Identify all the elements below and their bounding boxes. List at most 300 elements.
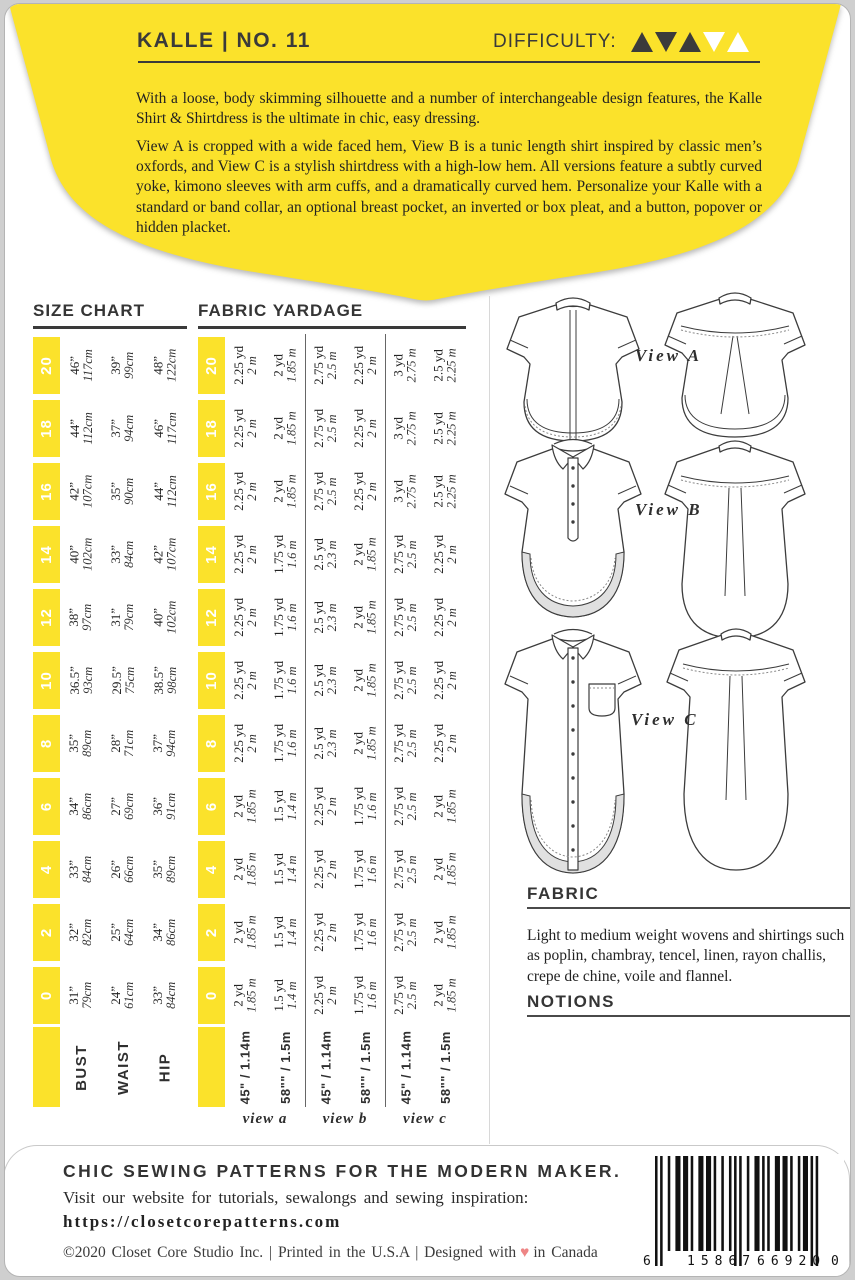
measure-inches: 2.75 yd <box>391 660 407 700</box>
measure-inches: 1.75 yd <box>350 975 366 1015</box>
measure-inches: 2.25 yd <box>230 471 246 511</box>
barcode-bar <box>762 1156 765 1251</box>
size-chart-row <box>33 838 187 901</box>
size-band-cell <box>33 586 60 649</box>
measure-inches: 38.5” <box>150 666 166 695</box>
view-b-label: View B <box>635 500 703 519</box>
measure-inches: 46” <box>66 356 82 375</box>
measure-inches: 2.25 yd <box>430 534 446 574</box>
measure-inches: 2.25 yd <box>311 912 327 952</box>
description-paragraph-2: View A is cropped with a wide faced hem, View B is a tunic length shirt inspired by classic men’s oxfords, and View C is a stylish shirtdress with a high-low hem. All versions feature a subtly curved yoke, kimono sleeves with arm cuffs, and a dramatically curved hem. Personalize your Kalle with a standard or band collar, an optional breast pocket, an inverted or box pleat, and a button, popover or hidden placket. <box>136 137 762 237</box>
size-number: 10 <box>38 671 55 690</box>
size-number: 14 <box>203 545 220 564</box>
measure-cm: 82cm <box>80 918 95 947</box>
measure-value <box>392 850 419 889</box>
difficulty-triangles <box>631 32 749 52</box>
measure-value <box>312 850 339 889</box>
measure-inches: 27” <box>108 797 124 816</box>
size-band-cell <box>33 460 60 523</box>
size-number: 14 <box>38 545 55 564</box>
measure-value <box>232 472 259 511</box>
yardage-cell <box>305 775 345 838</box>
size-band-fill <box>33 526 60 583</box>
size-band-fill <box>33 967 60 1024</box>
barcode-bar <box>767 1156 770 1251</box>
measure-cm: 1.6 m <box>364 792 379 821</box>
measure-inches: 44” <box>150 482 166 501</box>
barcode-bar <box>739 1156 742 1266</box>
measure-cm: 2 m <box>244 545 259 564</box>
barcode-bar <box>698 1156 703 1251</box>
fabric-width-label-cell <box>425 1027 465 1107</box>
yardage-cell <box>225 460 265 523</box>
size-band-fill <box>198 778 225 835</box>
yardage-cell <box>225 334 265 397</box>
measure-cm: 2 m <box>324 923 339 942</box>
measure-value <box>432 348 459 382</box>
barcode-bar <box>706 1156 711 1251</box>
yardage-cell <box>425 964 465 1027</box>
yardage-cell <box>225 775 265 838</box>
waist-cell <box>102 523 144 586</box>
yardage-cell <box>345 460 385 523</box>
measure-value <box>272 535 299 574</box>
fabric-width-label-row <box>198 1027 466 1107</box>
yardage-cell <box>425 712 465 775</box>
measure-cm: 122cm <box>164 348 179 383</box>
fabric-yardage-row <box>198 460 466 523</box>
measure-cm: 1.6 m <box>284 729 299 758</box>
size-band-cell <box>33 649 60 712</box>
measure-inches: 1.75 yd <box>270 534 286 574</box>
yardage-cell <box>225 838 265 901</box>
heart-icon: ♥ <box>520 1244 530 1261</box>
barcode-bar <box>783 1156 788 1251</box>
measure-cm: 90cm <box>122 477 137 506</box>
measure-cm: 2 m <box>244 671 259 690</box>
size-band-fill <box>198 841 225 898</box>
measure-value <box>68 412 95 444</box>
measure-value <box>232 852 259 886</box>
yardage-cell <box>305 397 345 460</box>
bust-cell <box>60 523 102 586</box>
measure-cm: 102cm <box>80 537 95 572</box>
hip-cell <box>144 838 186 901</box>
waist-cell <box>102 964 144 1027</box>
size-band-fill <box>198 337 225 394</box>
size-chart-row <box>33 586 187 649</box>
measure-value <box>312 601 339 634</box>
yardage-cell <box>425 334 465 397</box>
measure-value <box>352 663 379 697</box>
barcode-digit-2: 15867 <box>687 1254 757 1269</box>
size-band-cell <box>33 397 60 460</box>
size-band-cell <box>198 586 225 649</box>
measure-inches: 2 yd <box>270 417 286 440</box>
measure-value <box>272 474 299 508</box>
fabric-rule <box>527 907 850 909</box>
measure-cm: 1.6 m <box>284 540 299 569</box>
measure-value <box>392 474 419 508</box>
barcode-bar <box>721 1156 724 1251</box>
measure-cm: 2.5 m <box>404 729 419 758</box>
measure-cm: 2.3 m <box>324 603 339 632</box>
fabric-view-label: view b <box>322 1110 368 1127</box>
measure-value <box>432 535 459 574</box>
size-band-fill <box>198 967 225 1024</box>
measure-value <box>392 411 419 445</box>
size-number: 0 <box>38 990 55 1001</box>
measure-cm: 102cm <box>164 600 179 635</box>
measure-value <box>432 915 459 949</box>
yardage-cell <box>265 334 305 397</box>
measure-inches: 2 yd <box>230 858 246 881</box>
size-chart-row <box>33 397 187 460</box>
fabric-width-label: 58"" / 1.5m <box>277 1030 293 1104</box>
measure-cm: 2.5 m <box>324 477 339 506</box>
measure-inches: 2.25 yd <box>350 345 366 385</box>
waist-cell <box>102 649 144 712</box>
footer-copyright <box>63 1244 598 1262</box>
measurement-label: BUST <box>72 1043 90 1091</box>
measure-inches: 2.25 yd <box>230 660 246 700</box>
measure-cm: 2.5 m <box>324 351 339 380</box>
measure-inches: 2.5 yd <box>311 538 327 571</box>
measure-cm: 2.5 m <box>404 855 419 884</box>
measure-inches: 2 yd <box>430 984 446 1007</box>
measure-cm: 1.85 m <box>364 600 379 635</box>
measurement-label: WAIST <box>114 1039 132 1095</box>
fabric-yardage-row <box>198 901 466 964</box>
measure-inches: 2.75 yd <box>311 345 327 385</box>
pattern-envelope-back <box>4 3 851 1277</box>
yardage-cell <box>225 397 265 460</box>
yardage-cell <box>385 838 425 901</box>
measure-value <box>312 346 339 385</box>
measure-value <box>352 600 379 634</box>
size-number: 12 <box>38 608 55 627</box>
measure-value <box>432 978 459 1012</box>
yardage-cell <box>385 775 425 838</box>
yardage-cell <box>345 775 385 838</box>
measure-inches: 36.5” <box>66 666 82 695</box>
measure-cm: 1.85 m <box>364 537 379 572</box>
waist-cell <box>102 838 144 901</box>
measure-cm: 2 m <box>444 545 459 564</box>
measure-inches: 48” <box>150 356 166 375</box>
measure-value <box>232 598 259 637</box>
measure-cm: 1.85 m <box>364 726 379 761</box>
measure-inches: 2.75 yd <box>391 534 407 574</box>
yardage-cell <box>225 901 265 964</box>
hip-cell <box>144 712 186 775</box>
size-chart-row <box>33 901 187 964</box>
barcode-digit-3: 66920 <box>757 1254 827 1269</box>
header-divider <box>138 61 760 63</box>
view-label-row <box>198 1107 466 1131</box>
measure-value <box>110 793 137 820</box>
fabric-yardage-row <box>198 649 466 712</box>
yardage-cell <box>345 586 385 649</box>
barcode-bar <box>803 1156 808 1251</box>
measure-cm: 1.85 m <box>244 852 259 887</box>
measure-value <box>352 346 379 385</box>
measure-inches: 2 yd <box>350 606 366 629</box>
measure-cm: 79cm <box>122 603 137 632</box>
fabric-yardage-rule <box>198 326 466 329</box>
measure-cm: 117cm <box>80 349 95 382</box>
bust-cell <box>60 775 102 838</box>
fabric-width-label-cell <box>265 1027 305 1107</box>
measure-cm: 91cm <box>164 792 179 821</box>
measure-cm: 2 m <box>244 608 259 627</box>
fabric-width-label: 45" / 1.14m <box>398 1030 414 1104</box>
bust-cell <box>60 649 102 712</box>
measure-value <box>110 982 137 1009</box>
size-chart-table <box>33 334 187 1107</box>
measure-cm: 112cm <box>164 475 179 508</box>
barcode-bar <box>683 1156 688 1251</box>
measure-cm: 1.85 m <box>244 915 259 950</box>
measure-value <box>232 915 259 949</box>
size-chart-label-row <box>33 1027 187 1107</box>
measure-cm: 1.6 m <box>284 603 299 632</box>
measure-value <box>312 913 339 952</box>
measure-cm: 2.75 m <box>404 348 419 383</box>
measure-cm: 2.5 m <box>404 540 419 569</box>
measure-inches: 2.25 yd <box>430 597 446 637</box>
waist-cell <box>102 334 144 397</box>
measure-value <box>272 598 299 637</box>
measure-inches: 2.25 yd <box>230 534 246 574</box>
barcode-digit-1: 6 <box>643 1254 651 1269</box>
size-band-fill <box>198 589 225 646</box>
measure-cm: 112cm <box>80 412 95 445</box>
measure-cm: 75cm <box>122 666 137 695</box>
size-number: 18 <box>38 419 55 438</box>
yardage-cell <box>305 712 345 775</box>
measure-cm: 2 m <box>324 986 339 1005</box>
measure-cm: 1.6 m <box>364 981 379 1010</box>
measure-value <box>392 598 419 637</box>
measure-cm: 2 m <box>244 734 259 753</box>
measure-value <box>392 661 419 700</box>
measure-value <box>392 348 419 382</box>
fabric-text: Light to medium weight wovens and shirtings such as poplin, chambray, tencel, linen, rayon challis, crepe de chine, voile and flannel. <box>527 926 845 986</box>
measure-cm: 107cm <box>80 474 95 509</box>
fabric-yardage-table <box>198 334 466 1131</box>
size-band-cell <box>198 901 225 964</box>
yardage-cell <box>385 397 425 460</box>
measure-value <box>110 415 137 442</box>
yardage-cell <box>225 649 265 712</box>
measure-value <box>392 724 419 763</box>
measure-inches: 3 yd <box>391 480 407 503</box>
measure-inches: 1.75 yd <box>270 597 286 637</box>
measure-value <box>152 730 179 757</box>
fabric-view-label: view a <box>242 1110 288 1127</box>
measure-cm: 2 m <box>444 608 459 627</box>
measure-cm: 89cm <box>80 729 95 758</box>
measure-cm: 1.6 m <box>284 666 299 695</box>
measure-value <box>432 411 459 445</box>
waist-cell <box>102 901 144 964</box>
barcode-bar <box>655 1156 658 1266</box>
yardage-cell <box>345 649 385 712</box>
measure-cm: 1.4 m <box>284 981 299 1010</box>
barcode-bar <box>798 1156 801 1251</box>
size-band-cell <box>33 712 60 775</box>
measure-inches: 42” <box>150 545 166 564</box>
measure-inches: 2.75 yd <box>311 471 327 511</box>
yardage-cell <box>385 649 425 712</box>
measure-inches: 1.75 yd <box>350 786 366 826</box>
yardage-cell <box>265 775 305 838</box>
measure-inches: 2 yd <box>270 480 286 503</box>
measure-cm: 1.85 m <box>444 915 459 950</box>
measure-cm: 1.4 m <box>284 918 299 947</box>
fabric-width-label: 45" / 1.14m <box>237 1030 253 1104</box>
yardage-cell <box>225 523 265 586</box>
waist-cell <box>102 712 144 775</box>
yardage-cell <box>305 901 345 964</box>
size-band-cell <box>198 838 225 901</box>
yardage-cell <box>225 712 265 775</box>
size-chart-row <box>33 334 187 397</box>
measure-inches: 31” <box>66 986 82 1005</box>
measure-inches: 42” <box>66 482 82 501</box>
size-number: 8 <box>38 738 55 749</box>
measure-inches: 2.5 yd <box>430 349 446 382</box>
measure-inches: 2.75 yd <box>391 786 407 826</box>
measurement-label-cell <box>102 1027 144 1107</box>
yardage-cell <box>425 523 465 586</box>
barcode-digit-4: 0 <box>831 1254 839 1269</box>
size-band-cell <box>198 397 225 460</box>
size-band-fill <box>198 904 225 961</box>
measure-inches: 40” <box>66 545 82 564</box>
measure-inches: 2.25 yd <box>230 345 246 385</box>
yardage-cell <box>385 586 425 649</box>
yardage-cell <box>425 397 465 460</box>
bust-cell <box>60 334 102 397</box>
measure-value <box>272 853 299 886</box>
size-band-cell <box>33 775 60 838</box>
measure-inches: 1.5 yd <box>270 916 286 949</box>
hip-cell <box>144 460 186 523</box>
yardage-cell <box>385 523 425 586</box>
measure-value <box>110 352 137 379</box>
view-label-pad <box>198 1107 225 1131</box>
size-band-fill <box>33 841 60 898</box>
measure-value <box>272 979 299 1012</box>
difficulty-triangle-icon <box>727 32 749 52</box>
measure-cm: 2 m <box>364 419 379 438</box>
measure-value <box>432 598 459 637</box>
yardage-cell <box>225 964 265 1027</box>
measure-value <box>392 976 419 1015</box>
measure-value <box>272 348 299 382</box>
yardage-cell <box>265 712 305 775</box>
measure-inches: 2.25 yd <box>311 975 327 1015</box>
measure-inches: 28” <box>108 734 124 753</box>
size-band-cell <box>33 334 60 397</box>
barcode-bar <box>790 1156 793 1251</box>
barcode-bar <box>775 1156 780 1251</box>
size-band-fill <box>33 337 60 394</box>
measure-value <box>272 661 299 700</box>
measure-cm: 89cm <box>164 855 179 884</box>
measure-cm: 71cm <box>122 729 137 758</box>
measure-value <box>152 538 179 571</box>
yardage-cell <box>345 334 385 397</box>
measure-cm: 93cm <box>80 666 95 695</box>
measure-value <box>392 535 419 574</box>
fabric-yardage-heading: FABRIC YARDAGE <box>198 301 364 320</box>
fabric-yardage-row <box>198 334 466 397</box>
measure-inches: 24” <box>108 986 124 1005</box>
measure-inches: 2.75 yd <box>391 723 407 763</box>
measure-value <box>432 724 459 763</box>
measure-cm: 2.3 m <box>324 729 339 758</box>
size-band-fill <box>33 400 60 457</box>
notions-rule <box>527 1015 850 1017</box>
barcode-bar <box>691 1156 694 1251</box>
measure-value <box>152 412 179 444</box>
measure-cm: 1.85 m <box>244 978 259 1013</box>
barcode-bar <box>675 1156 680 1251</box>
yardage-cell <box>345 964 385 1027</box>
view-c-label: View C <box>631 710 699 729</box>
measure-value <box>68 538 95 571</box>
measure-value <box>110 730 137 757</box>
measure-inches: 33” <box>150 986 166 1005</box>
yardage-cell <box>425 649 465 712</box>
size-band-cell <box>33 838 60 901</box>
measurement-label: HIP <box>156 1052 174 1082</box>
fabric-yardage-row <box>198 775 466 838</box>
measure-inches: 33” <box>66 860 82 879</box>
size-number: 20 <box>203 356 220 375</box>
measure-cm: 2.5 m <box>404 981 419 1010</box>
bust-cell <box>60 460 102 523</box>
size-number: 12 <box>203 608 220 627</box>
yardage-cell <box>385 712 425 775</box>
size-number: 0 <box>203 990 220 1001</box>
size-number: 2 <box>203 927 220 938</box>
measure-value <box>68 856 95 883</box>
hip-cell <box>144 397 186 460</box>
measure-cm: 86cm <box>80 792 95 821</box>
yardage-cell <box>385 964 425 1027</box>
measure-cm: 1.85 m <box>284 474 299 509</box>
measure-value <box>68 604 95 631</box>
size-band-cell <box>198 460 225 523</box>
measure-cm: 69cm <box>122 792 137 821</box>
measure-value <box>432 661 459 700</box>
size-number: 6 <box>38 801 55 812</box>
measure-cm: 2.25 m <box>444 474 459 509</box>
barcode <box>639 1154 844 1276</box>
yardage-cell <box>305 964 345 1027</box>
measure-value <box>232 724 259 763</box>
yardage-cell <box>305 586 345 649</box>
measure-value <box>352 976 379 1015</box>
size-number: 2 <box>38 927 55 938</box>
size-band-fill <box>198 652 225 709</box>
bust-cell <box>60 712 102 775</box>
measure-value <box>68 475 95 508</box>
